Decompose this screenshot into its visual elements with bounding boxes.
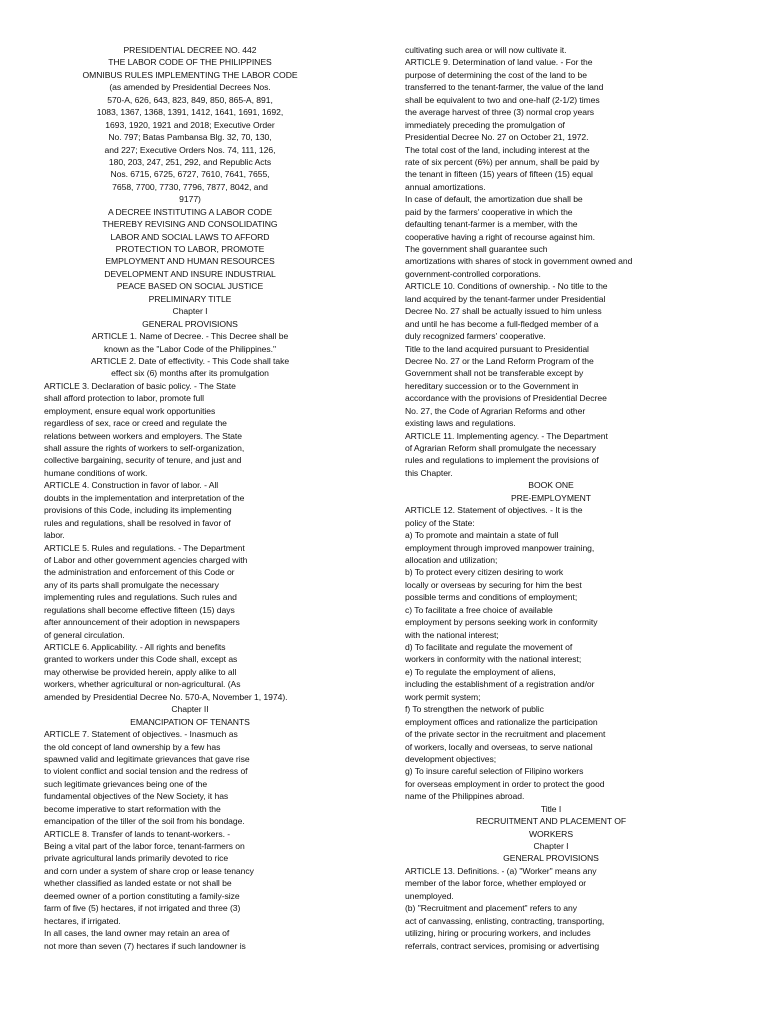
text-line: paid by the farmers' cooperative in which the xyxy=(405,206,573,217)
text-line: OMNIBUS RULES IMPLEMENTING THE LABOR CODE xyxy=(82,69,298,80)
text-line: 9177) xyxy=(179,194,201,205)
text-line: LABOR AND SOCIAL LAWS TO AFFORD xyxy=(110,231,270,242)
text-line: ARTICLE 3. Declaration of basic policy. - The State xyxy=(44,380,236,391)
text-line: allocation and utilization; xyxy=(405,554,498,565)
text-line: The total cost of the land, including interest at the xyxy=(405,144,590,155)
text-line: hectares, if irrigated. xyxy=(44,915,121,926)
text-line: rules and regulations, shall be resolved in favor of xyxy=(44,517,231,528)
text-line: Chapter I xyxy=(533,841,569,851)
text-line: d) To facilitate and regulate the movement of xyxy=(405,642,573,652)
text-line: rules and regulations to implement the provisions of xyxy=(405,455,599,466)
text-line: WORKERS xyxy=(528,828,574,839)
text-line: ARTICLE 12. Statement of objectives. - It is the xyxy=(405,505,583,516)
text-line: ARTICLE 11. Implementing agency. - The Department xyxy=(405,430,608,441)
left-text-column xyxy=(44,44,344,952)
text-line: annual amortizations. xyxy=(405,181,486,192)
text-line: PRELIMINARY TITLE xyxy=(148,293,232,304)
text-line: 1083, 1367, 1368, 1391, 1412, 1641, 1691, 1692, xyxy=(96,107,284,118)
text-line: ARTICLE 7. Statement of objectives. - Inasmuch as xyxy=(44,729,238,740)
text-line: f) To strengthen the network of public xyxy=(405,704,544,715)
text-line: the average harvest of three (3) normal crop years xyxy=(405,107,595,118)
text-line: rate of six percent (6%) per annum, shall be paid by xyxy=(405,156,600,167)
text-line: Presidential Decree No. 27 on October 21, 1972. xyxy=(405,132,589,143)
text-line: for overseas employment in order to protect the good xyxy=(405,778,605,789)
text-line: act of canvassing, enlisting, contracting, transporting, xyxy=(405,915,605,926)
text-line: ARTICLE 6. Applicability. - All rights and benefits xyxy=(44,642,226,652)
text-line: effect six (6) months after its promulgation xyxy=(111,368,269,379)
text-line: fundamental objectives of the New Society, it has xyxy=(44,791,229,802)
text-line: In all cases, the land owner may retain an area of xyxy=(44,928,230,939)
text-line: In case of default, the amortization due shall be xyxy=(405,194,583,205)
text-line: immediately preceding the promulgation of xyxy=(405,119,565,130)
text-line: such legitimate grievances being one of the xyxy=(44,778,208,789)
text-line: g) To insure careful selection of Filipino workers xyxy=(405,766,584,777)
text-line: emancipation of the tiller of the soil from his bondage. xyxy=(44,816,245,827)
text-line: Decree No. 27 or the Land Reform Program of the xyxy=(405,355,594,366)
text-line: hereditary succession or to the Government in xyxy=(405,380,579,391)
text-line: not more than seven (7) hectares if such landowner is xyxy=(44,940,246,951)
text-line: of the private sector in the recruitment and placement xyxy=(405,729,606,740)
text-line: cooperative having a right of recourse against him. xyxy=(405,231,595,242)
text-line: referrals, contract services, promising or advertising xyxy=(405,940,600,951)
text-line: (b) "Recruitment and placement" refers to any xyxy=(405,903,577,914)
text-line: spawned valid and legitimate grievances that gave rise xyxy=(44,753,250,764)
text-line: including the establishment of a registration and/or xyxy=(405,679,595,690)
text-line: become imperative to start reformation with the xyxy=(44,803,221,814)
text-line: development objectives; xyxy=(405,753,497,764)
text-line: Nos. 6715, 6725, 6727, 7610, 7641, 7655, xyxy=(110,169,270,180)
text-line: the old concept of land ownership by a few has xyxy=(44,741,221,752)
text-line: accordance with the provisions of Presidential Decree xyxy=(405,393,607,404)
text-line: 180, 203, 247, 251, 292, and Republic Acts xyxy=(108,156,272,167)
text-line: employment offices and rationalize the participation xyxy=(405,716,598,727)
text-line: implementing rules and regulations. Such rules and xyxy=(44,592,237,603)
text-line: and until he has become a full-fledged member of a xyxy=(405,318,599,329)
text-line: Title to the land acquired pursuant to Presidential xyxy=(405,343,589,354)
text-line: whether classified as landed estate or not shall be xyxy=(44,878,232,889)
text-line: Chapter II xyxy=(171,704,209,715)
text-line: humane conditions of work. xyxy=(44,467,148,478)
text-line: transferred to the tenant-farmer, the value of the land xyxy=(405,82,604,93)
text-line: No. 27, the Code of Agrarian Reforms and other xyxy=(405,405,586,416)
text-line: existing laws and regulations. xyxy=(405,418,516,429)
text-line: and corn under a system of share crop or lease tenancy xyxy=(44,865,254,876)
text-line: of workers, locally and overseas, to serve national xyxy=(405,741,593,752)
text-line: utilizing, hiring or procuring workers, and includes xyxy=(405,928,591,939)
text-line: doubts in the implementation and interpretation of the xyxy=(44,492,245,503)
text-line: THEREBY REVISING AND CONSOLIDATING xyxy=(102,219,278,230)
text-line: this Chapter. xyxy=(405,467,453,478)
text-line: deemed owner of a portion constituting a family-size xyxy=(44,890,240,901)
text-line: ARTICLE 10. Conditions of ownership. - No title to the xyxy=(405,281,608,292)
text-line: to violent conflict and social tension and the redress of xyxy=(44,766,248,777)
text-line: ARTICLE 5. Rules and regulations. - The Department xyxy=(44,542,245,553)
text-line: 7658, 7700, 7730, 7796, 7877, 8042, and xyxy=(112,181,268,192)
text-line: c) To facilitate a free choice of available xyxy=(405,604,553,615)
text-line: b) To protect every citizen desiring to work xyxy=(405,567,564,578)
text-line: shall assure the rights of workers to self-organization, xyxy=(44,443,245,453)
text-line: Being a vital part of the labor force, tenant-farmers on xyxy=(44,841,245,851)
text-line: GENERAL PROVISIONS xyxy=(142,318,238,329)
text-line: provisions of this Code, including its implementing xyxy=(44,505,232,516)
text-line: ARTICLE 1. Name of Decree. - This Decree shall be xyxy=(91,331,289,342)
text-line: cultivating such area or will now cultivate it. xyxy=(405,45,567,55)
text-line: RECRUITMENT AND PLACEMENT OF xyxy=(475,816,627,827)
text-line: shall afford protection to labor, promote full xyxy=(44,393,204,404)
text-line: BOOK ONE xyxy=(528,480,574,491)
text-line: may otherwise be provided herein, apply alike to all xyxy=(44,666,237,677)
text-line: collective bargaining, security of tenure, and just and xyxy=(44,455,242,466)
text-line: employment, ensure equal work opportunities xyxy=(44,405,216,416)
text-line: member of the labor force, whether employed or xyxy=(405,878,587,889)
text-line: ARTICLE 13. Definitions. - (a) "Worker" means any xyxy=(405,865,597,876)
text-line: THE LABOR CODE OF THE PHILIPPINES xyxy=(108,57,272,68)
text-line: of Labor and other government agencies charged with xyxy=(44,554,248,565)
text-line: regulations shall become effective fifteen (15) days xyxy=(44,604,235,615)
text-line: PRE-EMPLOYMENT xyxy=(511,492,591,503)
text-line: private agricultural lands primarily devoted to rice xyxy=(44,853,229,864)
text-line: granted to workers under this Code shall, except as xyxy=(44,654,238,665)
text-line: of Agrarian Reform shall promulgate the necessary xyxy=(405,443,597,453)
text-line: farm of five (5) hectares, if not irrigated and three (3) xyxy=(44,903,241,914)
text-line: with the national interest; xyxy=(405,629,499,640)
text-line: DEVELOPMENT AND INSURE INDUSTRIAL xyxy=(104,268,276,279)
text-line: locally or overseas by securing for him the best xyxy=(405,579,582,590)
text-line: ARTICLE 2. Date of effectivity. - This Code shall take xyxy=(90,355,290,366)
text-line: shall be equivalent to two and one-half (2-1/2) times xyxy=(405,94,600,105)
text-line: employment by persons seeking work in conformity xyxy=(405,617,598,628)
text-line: employment through improved manpower training, xyxy=(405,542,595,553)
text-line: a) To promote and maintain a state of full xyxy=(405,530,559,541)
text-line: any of its parts shall promulgate the necessary xyxy=(44,579,219,590)
text-line: after announcement of their adoption in newspapers xyxy=(44,617,240,628)
text-line: known as the "Labor Code of the Philippines." xyxy=(103,343,277,354)
text-line: Government shall not be transferable except by xyxy=(405,368,584,379)
text-line: ARTICLE 4. Construction in favor of labor. - All xyxy=(44,480,219,491)
text-line: 1693, 1920, 1921 and 2018; Executive Order xyxy=(105,119,275,130)
text-line: No. 797; Batas Pambansa Blg. 32, 70, 130, xyxy=(108,132,272,143)
text-line: unemployed. xyxy=(405,890,454,901)
text-line: PEACE BASED ON SOCIAL JUSTICE xyxy=(116,281,264,292)
text-line: work permit system; xyxy=(405,691,481,702)
text-line: A DECREE INSTITUTING A LABOR CODE xyxy=(107,206,273,217)
text-line: 570-A, 626, 643, 823, 849, 850, 865-A, 891, xyxy=(107,94,273,105)
text-line: relations between workers and employers. The State xyxy=(44,430,242,441)
text-line: purpose of determining the cost of the land to be xyxy=(405,69,587,80)
text-line: (as amended by Presidential Decrees Nos. xyxy=(109,82,271,93)
text-line: EMPLOYMENT AND HUMAN RESOURCES xyxy=(105,256,275,267)
text-line: amortizations with shares of stock in government owned and xyxy=(405,256,633,267)
text-line: ARTICLE 8. Transfer of lands to tenant-workers. - xyxy=(44,828,231,839)
text-line: Decree No. 27 shall be actually issued to him unless xyxy=(405,306,602,317)
text-line: the tenant in fifteen (15) years of fifteen (15) equal xyxy=(405,169,593,180)
text-line: possible terms and conditions of employment; xyxy=(405,592,578,603)
text-line: and 227; Executive Orders Nos. 74, 111, 126, xyxy=(104,144,276,155)
text-line: government-controlled corporations. xyxy=(405,268,541,279)
text-line: e) To regulate the employment of aliens, xyxy=(405,666,556,677)
text-line: Chapter I xyxy=(172,306,208,317)
text-line: of general circulation. xyxy=(44,629,125,640)
text-line: EMANCIPATION OF TENANTS xyxy=(130,716,250,727)
text-line: name of the Philippines abroad. xyxy=(405,791,525,802)
text-line: labor. xyxy=(44,530,65,541)
text-line: The government shall guarantee such xyxy=(405,244,548,254)
text-line: policy of the State: xyxy=(405,517,475,528)
text-line: PROTECTION TO LABOR, PROMOTE xyxy=(115,244,265,254)
text-line: GENERAL PROVISIONS xyxy=(503,853,599,864)
text-line: land acquired by the tenant-farmer under Presidential xyxy=(405,293,606,304)
text-line: the administration and enforcement of this Code or xyxy=(44,567,235,578)
text-line: workers, whether agricultural or non-agricultural. (As xyxy=(44,679,241,690)
text-line: duly recognized farmers' cooperative. xyxy=(405,331,546,342)
text-line: workers in conformity with the national interest; xyxy=(405,654,582,665)
text-line: Title I xyxy=(540,803,562,814)
text-line: regardless of sex, race or creed and regulate the xyxy=(44,418,227,429)
text-line: ARTICLE 9. Determination of land value. - For the xyxy=(405,57,593,68)
text-line: amended by Presidential Decree No. 570-A, November 1, 1974). xyxy=(44,691,288,702)
text-line: defaulting tenant-farmer is a member, with the xyxy=(405,219,578,230)
text-line: PRESIDENTIAL DECREE NO. 442 xyxy=(123,45,257,55)
right-text-column xyxy=(405,44,727,952)
